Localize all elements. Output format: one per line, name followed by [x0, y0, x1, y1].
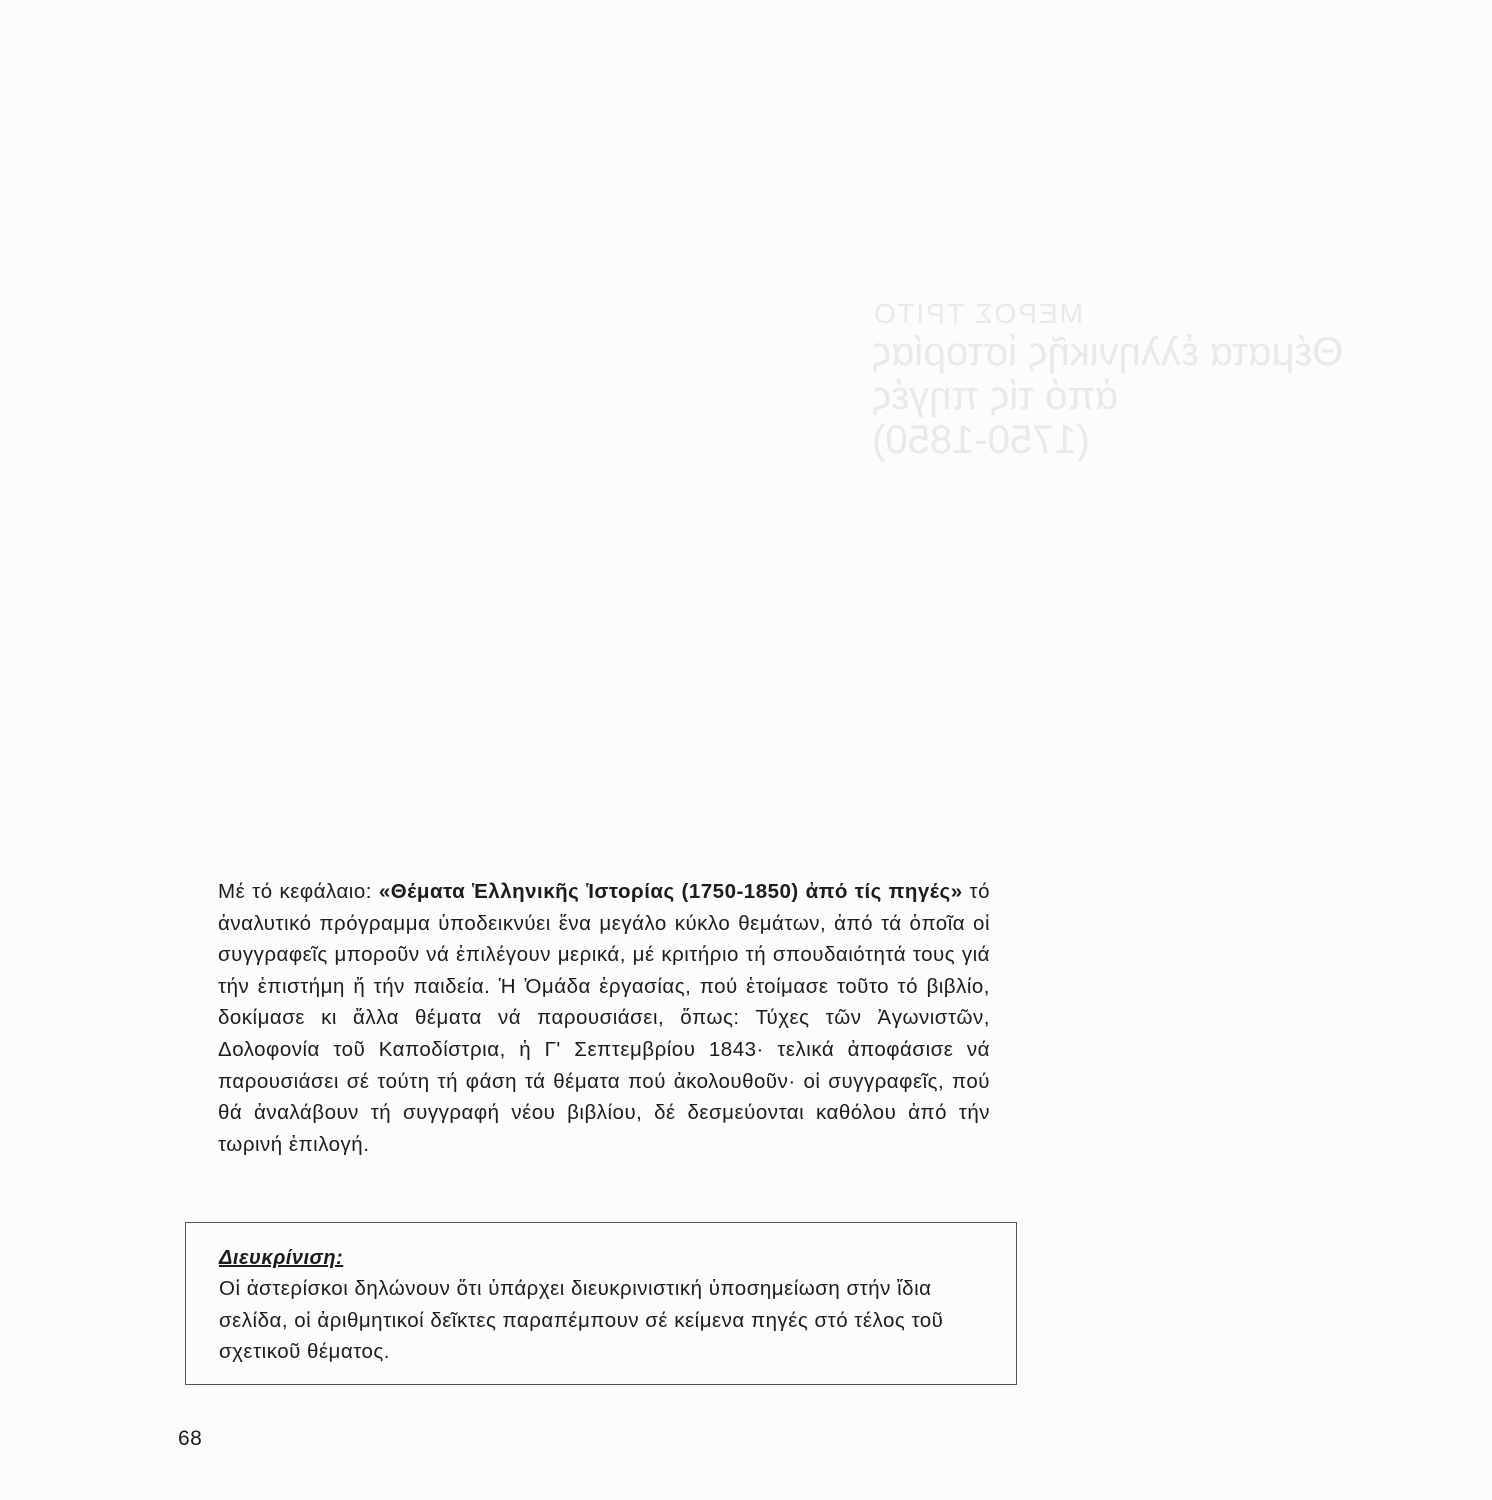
intro-paragraph	[218, 876, 990, 1160]
bleed-through-text	[872, 298, 1492, 462]
intro-text	[218, 876, 990, 1160]
bleed-through-line: ΜΕΡΟΣ ΤΡΙΤΟ	[872, 298, 1083, 329]
bleed-through-line: ἀπό τίς πηγές	[872, 374, 1119, 418]
bleed-through-line: (1750-1850)	[872, 418, 1090, 462]
clarification-box	[185, 1222, 1017, 1385]
clarification-title: Διευκρίνιση:	[219, 1247, 344, 1269]
bleed-through-line: Θέματα ἑλληνικῆς ἱστορίας	[872, 330, 1344, 374]
intro-body: τό ἀναλυτικό πρόγραμμα ὑποδεικνύει ἕνα μεγάλο κύκλο θεμάτων, ἀπό τά ὁποῖα οἱ συγγραφεῖς μποροῦν νά ἐπιλέγουν μερικά, μέ κριτήριο τή σπουδαιότητά τους γιά τήν ἐπιστήμη ἤ τήν παιδεία. Ἡ Ὁμάδα ἐργασίας, πού ἑτοίμασε τοῦτο τό βιβλίο, δοκίμασε κι ἄλλα θέματα νά παρουσιάσει, ὅπως: Τύχες τῶν Ἀγωνιστῶν, Δολοφονία τοῦ Καποδίστρια, ἡ Γ' Σεπτεμβρίου 1843· τελικά ἀποφάσισε νά παρουσιάσει σέ τούτη τή φάση τά θέματα πού ἀκολουθοῦν· οἱ συγγραφεῖς, πού θά ἀναλάβουν τή συγγραφή νέου βιβλίου, δέ δεσμεύονται καθόλου ἀπό τήν τωρινή ἐπιλογή.	[218, 880, 990, 1156]
clarification-text: Οἱ ἀστερίσκοι δηλώνουν ὅτι ὑπάρχει διευκρινιστική ὑποσημείωση στήν ἴδια σελίδα, οἱ ἀριθμητικοί δεῖκτες παραπέμπουν σέ κείμενα πηγές στό τέλος τοῦ σχετικοῦ θέματος.	[219, 1277, 944, 1363]
intro-lead: Μέ τό κεφάλαιο:	[218, 880, 379, 903]
page-number: 68	[178, 1427, 203, 1450]
chapter-title: «Θέματα Ἑλληνικῆς Ἱστορίας (1750-1850) ἀπό τίς πηγές»	[378, 880, 963, 903]
